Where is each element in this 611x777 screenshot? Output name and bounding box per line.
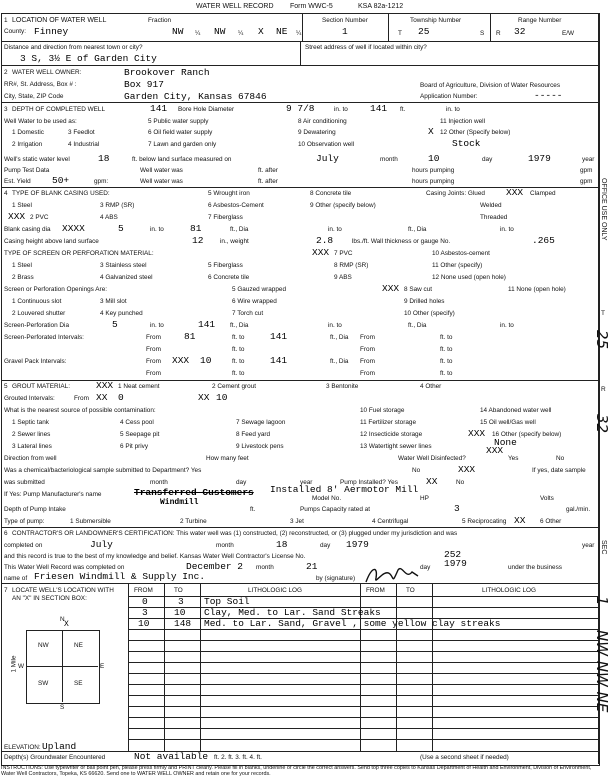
divider xyxy=(302,13,303,41)
log-desc: Clay, Med. to Lar. Sand Streaks xyxy=(204,607,381,618)
township-dir: S xyxy=(480,30,485,37)
completed-year: 1979 xyxy=(346,539,369,550)
elevation-value: Upland xyxy=(42,741,77,752)
application-value: ----- xyxy=(534,90,563,101)
handwritten-section: 1 xyxy=(593,596,611,606)
record-year: 1979 xyxy=(444,558,467,569)
quarter-2: ¼ xyxy=(238,30,244,37)
address-value: Box 917 xyxy=(124,79,164,90)
fraction-q2: NW xyxy=(214,26,226,37)
record-day: 21 xyxy=(306,561,318,572)
street-label: Street address of well if located within city? xyxy=(305,44,427,51)
log-to: 148 xyxy=(174,618,192,629)
location-label: LOCATION OF WATER WELL xyxy=(12,17,107,24)
application-label: Application Number: xyxy=(420,93,478,100)
quarter-3: ¼ xyxy=(296,30,302,37)
county-value: Finney xyxy=(34,26,69,37)
static-value: 18 xyxy=(98,153,110,164)
fraction-mark: X xyxy=(258,26,264,37)
township-prefix: T xyxy=(398,30,402,37)
quarter-1: ¼ xyxy=(195,30,201,37)
rule xyxy=(1,65,598,66)
ksa-number: KSA 82a-1212 xyxy=(358,3,404,10)
address-label: RR#, St. Address, Box # : xyxy=(4,81,77,88)
bore-label: Bore Hole Diameter xyxy=(178,106,235,113)
casing-height: 12 xyxy=(192,235,204,246)
locate-label: LOCATE WELL'S LOCATION WITH AN "X" IN SECTION BOX: xyxy=(12,587,114,602)
business-name: Friesen Windmill & Supply Inc. xyxy=(34,571,206,582)
water-well-record-form: WATER WELL RECORD Form WWC-5 KSA 82a-1212 1 LOCATION OF WATER WELL County: Finney Fraction NW ¼ NW ¼ X NE ¼ Section Number 1 Township Number T 25 S Range Number R 32 E/W Distance and direction from nearest town or city? 3 S, 3½ E of Garden City Street address of well if located within city? 2 WATER WELL OWNER: Brookover Ranch RR#, St. Address, Box # : Box 917 City, State, ZIP Code Garden City, Kansas 67846 Board of Agriculture, Division of Water Resources Application Number: ----- 3 DEPTH OF COMPLETED WELL 141 Bore Hole Diameter 9 7/8 in. to 141 ft. in. to Well Water to be used as: 1 Domestic 2 Irrigation 3 Feedlot 4 Industrial 5 Public water supply 6 Oil field water supply 7 Lawn and garden only 8 Air conditioning 9 Dewatering 10 Observation well 11 Injection well 12 Other (Specify below) X Stock Well's static water level 18 ft. below land surface measured on July month 10 day 1979 year Pump Test Data Well water was ft. after hours pumping gpm Est. Yield 50+ gpm: Well water was ft. after hours pumping gpm 4 TYPE OF BLANK CASING USED: 1 Steel XXX 2 PVC 3 RMP (SR) 4 ABS 5 Wrought iron 6 Asbestos-Cement 7 Fiberglass 8 Concrete tile 9 Other (specify below) Casing Joints: Glued XXX Clamped Welded Threaded Blank casing dia XXXX 5 in. to 81 ft., Dia in. to ft., Dia in. to Casing height above land surface 12 in., weight 2.8 lbs./ft. Wall thickness or gauge No. .265 TYPE OF SCREEN OR PERFORATION MATERIAL: XXX 1 Steel 2 Brass 3 Stainless steel 4 Galvanized steel 5 Fiberglass 6 Concrete tile 7 PVC 8 RMP (SR) 9 ABS 10 Asbestos-cement 11 Other (specify) 12 None used (open hole) Screen or Perforation Openings Are: 1 Continuous slot 2 Louvered shutter 3 Mill slot 4 Key punched 5 Gauzed wrapped 6 Wire wrapped 7 Torch cut XXX 8 Saw cut 9 Drilled holes 10 Other (specify) 11 None (open hole) Screen-Perforation Dia 5 in. to 141 ft., Dia in. to ft., Dia in. to Screen-Perforated Intervals: From 81 ft. to 141 ft., Dia From ft. to From ft. to From ft. to Gravel Pack Intervals: From XXX 10 ft. to 141 ft., Dia From ft. to From ft. to From ft. to 5 GROUT MATERIAL: XXX 1 Neat cement 2 Cement grout 3 Bentonite 4 Other Grouted Intervals: From XX 0 XX 10 What is the nearest source of possible contamination: 1 Septic tank 2 Sewer lines 3 Lateral lines 4 Cess pool 5 Seepage pit 6 Pit privy 7 Sewage lagoon 8 Feed yard 9 Livestock pens 10 Fuel storage 11 Fertilizer storage 12 Insecticide storage 13 Watertight sewer lines 14 Abandoned water well 15 Oil well/Gas well XXX 16 Other (specify below) None Direction from well How many feet Water Well Disinfected? XXX Yes No Was a chemical/bacteriological sample submitted to Department? Yes No XXX If yes, date sample was submitted month day year Pump Installed? Yes XX No If Yes: Pump Manufacturer's name Transferred Customers Installed 8' Aermotor Mill Windmill Model No. HP Volts Depth of Pump Intake ft. Pumps Capacity rated at 3 gal./min. Type of pump: 1 Submersible 2 Turbine 3 Jet 4 Centrifugal 5 Reciprocating XX 6 Other 6 CONTRACTOR'S OR LANDOWNER'S CERTIFICATION: This water well was (1) constructed, (2) reconstructed, or (3) plugged under my jurisdiction and was completed on July month 18 day 1979 year and this record is true to the best of my knowledge and belief. Kansas Water Well Contractor's License No. 252 This Water Well Record was completed on December 2 month 21 day 1979 under the business name of Friesen Windmill & Supply Inc. by (signature) 7 LOCATE WELL'S LOCATION WITH AN "X" IN SECTION BOX: FROM TO LITHOLOGIC LOG FROM TO LITHOLOGIC LOG 0 3 Top Soil 3 10 Clay, Med. to Lar. Sand Streaks 10 148 Med. to Lar. Sand, Gravel , some yellow clay streaks N X NW NE SW SE W E S 1 Mile ELEVATION: Upland Depth(s) Groundwater Encountered Not available ft. 2. ft. 3. ft. 4. ft. (Use a second sheet if needed) INSTRUCTIONS: Use typewriter or ball point pen, please press firmly and PRINT clearly. Please fill in blanks, underline or circle the correct answers. Send top three copies to Kansas Department of Health and Environment, Division of Environment, Water Well Contractors, Topeka, KS 66620. Send one to WATER WELL OWNER and retain one for your records. OFFICE USE ONLY T R SEC 25 32 1 NW NW NE xyxy=(1,3,611,777)
perf-dia: 5 xyxy=(112,319,118,330)
log-from: 10 xyxy=(138,618,150,629)
instructions: INSTRUCTIONS: Use typewriter or ball point pen, please press firmly and PRINT clearly. Please fill in blanks, underline or circle the correct answers. Send top three copies to Kansas Department of Health and Environment, Division of Environment, Water Well Contractors, Topeka, KS 66620. Send one to WATER WELL OWNER and retain one for your records. xyxy=(1,765,592,777)
gauge: .265 xyxy=(532,235,555,246)
log-to: 10 xyxy=(174,607,186,618)
use-label: Well Water to be used as: xyxy=(4,118,77,125)
manufacturer-struck: Transferred Customers xyxy=(134,487,254,498)
interval-to: 141 xyxy=(270,331,288,342)
city-label: City, State, ZIP Code xyxy=(4,93,64,100)
range-prefix: R xyxy=(496,30,501,37)
handwritten-range: 32 xyxy=(593,414,611,434)
distance-label: Distance and direction from nearest town or city? xyxy=(4,44,143,51)
depth-value: 141 xyxy=(150,103,168,114)
log-to: 3 xyxy=(178,596,184,607)
office-use-label: OFFICE USE ONLY xyxy=(600,178,607,241)
form-title: WATER WELL RECORD xyxy=(196,3,274,10)
casing-mark: XXX xyxy=(8,211,26,222)
certification-text: CONTRACTOR'S OR LANDOWNER'S CERTIFICATION: This water well was (1) constructed, (2) reconstructed, or (3) plugged under my jurisdiction and was xyxy=(12,530,458,537)
county-label: County: xyxy=(4,28,27,35)
perf-to: 141 xyxy=(198,319,216,330)
fraction-q1: NW xyxy=(172,26,184,37)
static-label: Well's static water level xyxy=(4,156,70,163)
grout-from: 0 xyxy=(118,392,124,403)
license-number: 252 xyxy=(444,549,462,560)
handwritten-quarters: NW NW NE xyxy=(593,630,611,713)
range-label: Range Number xyxy=(518,17,562,24)
blank-dia: 5 xyxy=(118,223,124,234)
use-other: Stock xyxy=(452,138,481,149)
casing-label: TYPE OF BLANK CASING USED: xyxy=(12,190,110,197)
owner-value: Brookover Ranch xyxy=(124,67,210,78)
completed-day: 18 xyxy=(276,539,288,550)
divider xyxy=(300,41,301,65)
log-desc: Med. to Lar. Sand, Gravel , some yellow clay streaks xyxy=(204,618,501,629)
distance-value: 3 S, 3½ E of Garden City xyxy=(20,53,157,64)
section-number-label: Section Number xyxy=(322,17,368,24)
signature-image xyxy=(362,562,422,588)
township-label: Township Number xyxy=(410,17,462,24)
casing-weight: 2.8 xyxy=(316,235,334,246)
bore-depth: 141 xyxy=(370,103,388,114)
static-year: 1979 xyxy=(528,153,551,164)
log-from: 3 xyxy=(142,607,148,618)
log-from: 0 xyxy=(142,596,148,607)
gravel-from: 10 xyxy=(200,355,212,366)
city-value: Garden City, Kansas 67846 xyxy=(124,91,267,102)
completed-month: July xyxy=(90,539,113,550)
fraction-label: Fraction xyxy=(148,17,172,24)
blank-to: 81 xyxy=(190,223,202,234)
well-location-mark: X xyxy=(64,620,69,629)
board-label: Board of Agriculture, Division of Water Resources xyxy=(420,82,561,89)
groundwater-value: Not available xyxy=(134,751,209,762)
grout-to: 10 xyxy=(216,392,228,403)
fraction-q3: NE xyxy=(276,26,288,37)
log-desc: Top Soil xyxy=(204,596,250,607)
owner-label: WATER WELL OWNER: xyxy=(12,69,82,76)
section-number: 1 xyxy=(342,26,348,37)
interval-from: 81 xyxy=(184,331,196,342)
record-month: December 2 xyxy=(186,561,244,572)
range-value: 32 xyxy=(514,26,526,37)
range-dir: E/W xyxy=(562,30,575,37)
township-value: 25 xyxy=(418,26,430,37)
est-yield: 50+ xyxy=(52,175,70,186)
manufacturer-value: Installed 8' Aermotor Mill xyxy=(270,484,419,495)
form-number: Form WWC-5 xyxy=(290,3,333,10)
grout-label: GROUT MATERIAL: xyxy=(12,383,70,390)
bore-value: 9 7/8 xyxy=(286,103,315,114)
divider xyxy=(490,13,491,41)
divider xyxy=(388,13,389,41)
static-month: July xyxy=(316,153,339,164)
depth-label: DEPTH OF COMPLETED WELL xyxy=(12,106,106,113)
static-day: 10 xyxy=(428,153,440,164)
section-1-number: 1 xyxy=(4,17,8,24)
use-checked: X xyxy=(428,126,434,137)
gravel-to: 141 xyxy=(270,355,288,366)
handwritten-township: 25 xyxy=(593,330,611,350)
